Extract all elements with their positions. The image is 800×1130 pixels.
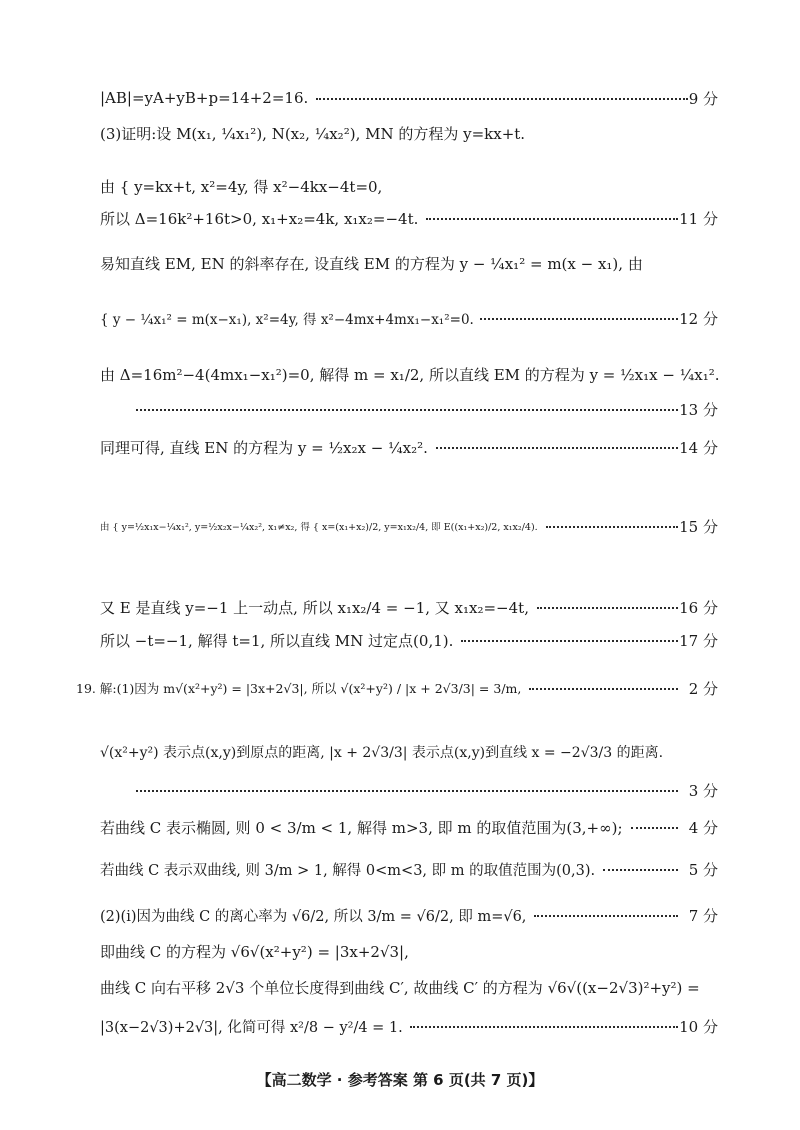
solution-line — [0, 898, 800, 932]
line-text: 即曲线 C 的方程为 √6√(x²+y²) = |3x+2√3|, — [100, 942, 409, 961]
leader-dots — [136, 790, 678, 792]
leader-dots — [603, 869, 678, 871]
solution-line — [0, 665, 800, 711]
leader-dots — [529, 688, 678, 690]
solution-line — [0, 166, 800, 206]
solution-line — [0, 972, 800, 1002]
solution-line — [0, 590, 800, 624]
line-text: |3(x−2√3)+2√3|, 化简可得 x²/8 − y²/4 = 1. — [100, 1019, 403, 1036]
score-label: 7 分 — [688, 906, 718, 925]
line-text: 由 { y=½x₁x−¼x₁², y=½x₂x−¼x₂², x₁≠x₂, 得 { x=(x₁+x₂)/2, y=x₁x₂/4, 即 E((x₁+x₂)/2, x₁x₂/4). — [100, 522, 538, 533]
solution-line — [0, 732, 800, 772]
line-text: 所以 Δ=16k²+16t>0, x₁+x₂=4k, x₁x₂=−4t. — [100, 209, 419, 228]
leader-dots — [426, 218, 678, 220]
line-text: 曲线 C 向右平移 2√3 个单位长度得到曲线 C′, 故曲线 C′ 的方程为 √6√((x−2√3)²+y²) = — [100, 978, 700, 997]
solution-line — [0, 775, 800, 805]
solution-line — [0, 810, 800, 844]
leader-dots — [461, 640, 678, 642]
page-footer: 【高二数学 · 参考答案 第 6 页(共 7 页)】 — [256, 1071, 544, 1089]
score-label: 4 分 — [688, 818, 718, 837]
score-label: 17 分 — [679, 631, 718, 650]
solution-line — [0, 430, 800, 464]
line-text: 又 E 是直线 y=−1 上一动点, 所以 x₁x₂/4 = −1, 又 x₁x₂=−4t, — [100, 598, 529, 617]
score-label: 14 分 — [679, 438, 718, 457]
solution-line — [0, 294, 800, 342]
line-text: (2)(ⅰ)因为曲线 C 的离心率为 √6/2, 所以 3/m = √6/2, 即 m=√6, — [100, 908, 527, 925]
score-label: 11 分 — [679, 209, 718, 228]
leader-dots — [410, 1026, 678, 1028]
solution-line — [0, 625, 800, 655]
leader-dots — [436, 447, 678, 449]
score-label: 12 分 — [679, 309, 718, 328]
score-label: 2 分 — [688, 679, 718, 698]
leader-dots — [136, 409, 678, 411]
score-label: 10 分 — [679, 1017, 718, 1036]
score-label: 16 分 — [679, 598, 718, 617]
solution-line — [0, 118, 800, 148]
score-label: 15 分 — [679, 517, 718, 536]
score-label: 5 分 — [688, 860, 718, 879]
line-text: 由 { y=kx+t, x²=4y, 得 x²−4kx−4t=0, — [100, 177, 383, 196]
leader-dots — [631, 827, 678, 829]
solution-line — [0, 936, 800, 966]
solution-line — [0, 246, 800, 280]
line-text: 若曲线 C 表示椭圆, 则 0 < 3/m < 1, 解得 m>3, 即 m 的取值范围为(3,+∞); — [100, 818, 623, 837]
line-text: 19. 解:(1)因为 m√(x²+y²) = |3x+2√3|, 所以 √(x²+y²) / |x + 2√3/3| = 3/m, — [76, 681, 522, 696]
line-text: (3)证明:设 M(x₁, ¼x₁²), N(x₂, ¼x₂²), MN 的方程为 y=kx+t. — [100, 124, 526, 143]
score-label: 13 分 — [679, 400, 718, 419]
line-text: |AB|=yA+yB+p=14+2=16. — [100, 89, 309, 107]
line-text: 易知直线 EM, EN 的斜率存在, 设直线 EM 的方程为 y − ¼x₁² = m(x − x₁), 由 — [100, 254, 643, 273]
line-text: 所以 −t=−1, 解得 t=1, 所以直线 MN 过定点(0,1). — [100, 631, 454, 650]
solution-line — [0, 394, 800, 424]
leader-dots — [316, 98, 688, 100]
line-text: √(x²+y²) 表示点(x,y)到原点的距离, |x + 2√3/3| 表示点(x,y)到直线 x = −2√3/3 的距离. — [100, 745, 664, 761]
leader-dots — [537, 607, 678, 609]
solution-line — [0, 1008, 800, 1044]
solution-line — [0, 83, 800, 113]
solution-line — [0, 203, 800, 233]
line-text: 由 Δ=16m²−4(4mx₁−x₁²)=0, 解得 m = x₁/2, 所以直线 EM 的方程为 y = ½x₁x − ¼x₁². — [100, 365, 720, 384]
leader-dots — [546, 526, 678, 528]
line-text: 同理可得, 直线 EN 的方程为 y = ½x₂x − ¼x₂². — [100, 438, 428, 457]
solution-line — [0, 852, 800, 886]
solution-line — [0, 478, 800, 574]
leader-dots — [534, 915, 678, 917]
leader-dots — [480, 318, 678, 320]
solution-line — [0, 357, 800, 391]
score-label: 9 分 — [688, 89, 718, 108]
score-label: 3 分 — [688, 781, 718, 800]
line-text: 若曲线 C 表示双曲线, 则 3/m > 1, 解得 0<m<3, 即 m 的取值范围为(0,3). — [100, 862, 596, 879]
line-text: { y − ¼x₁² = m(x−x₁), x²=4y, 得 x²−4mx+4mx₁−x₁²=0. — [100, 312, 474, 328]
